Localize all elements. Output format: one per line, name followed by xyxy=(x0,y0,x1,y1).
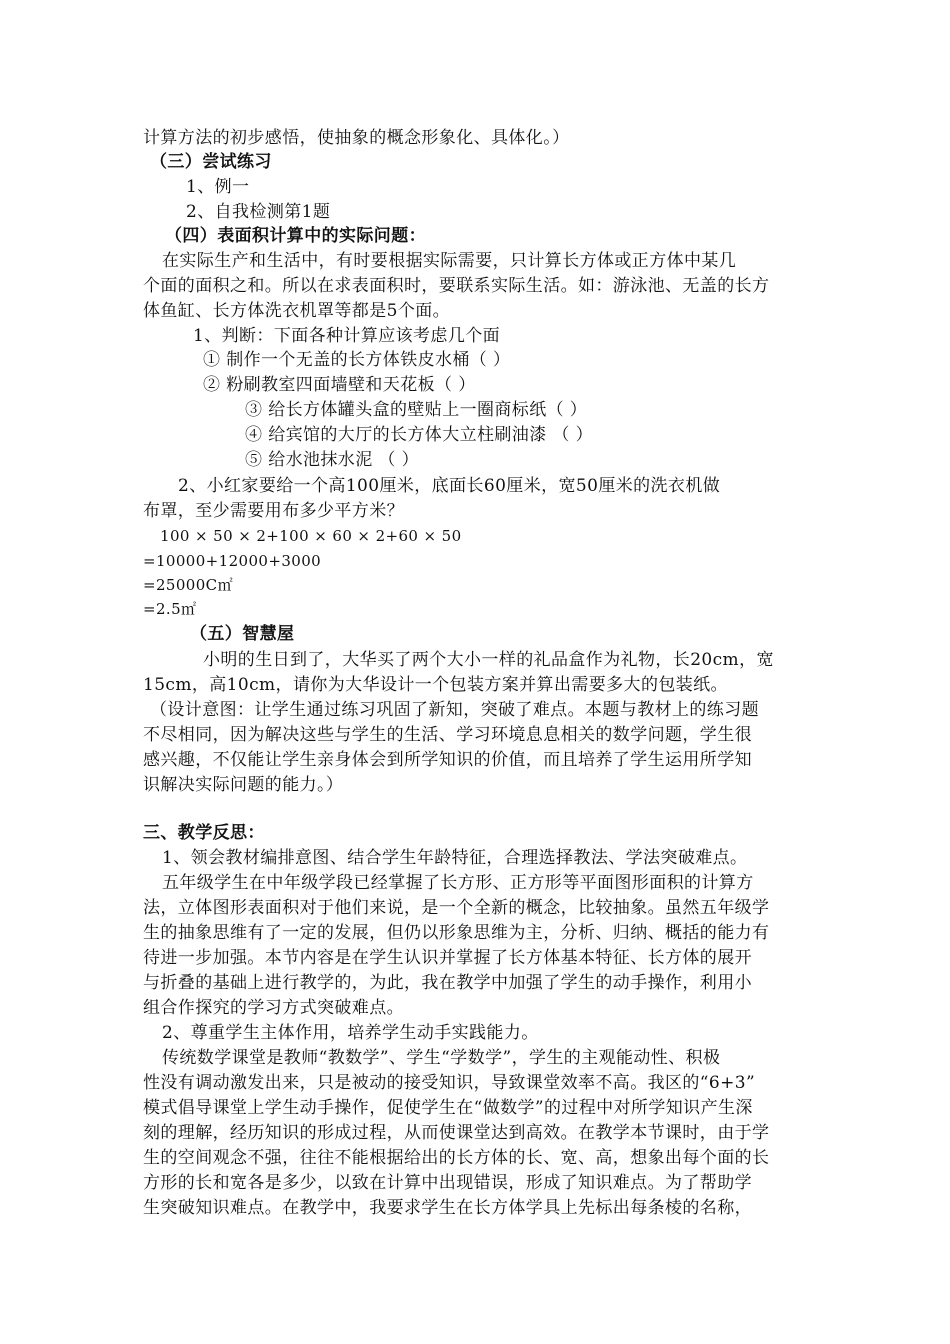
formula-line: =2.5㎡ xyxy=(143,600,197,618)
section-heading-4: （四）表面积计算中的实际问题： xyxy=(165,226,426,246)
text-line: 组合作探究的学习方式突破难点。 xyxy=(143,998,404,1018)
text-line: 法，立体图形表面积对于他们来说，是一个全新的概念，比较抽象。虽然五年级学 xyxy=(143,898,770,918)
text-line: 识解决实际问题的能力。） xyxy=(143,775,344,795)
text-line: 生突破知识难点。在教学中，我要求学生在长方体学具上先标出每条棱的名称， xyxy=(143,1198,752,1218)
judgement-item: ⑤ 给水池抹水泥 （ ） xyxy=(245,450,420,470)
question-line: 2、小红家要给一个高100厘米，底面长60厘米，宽50厘米的洗衣机做 xyxy=(178,476,721,496)
judgement-item: ④ 给宾馆的大厅的长方体大立柱刷油漆 （ ） xyxy=(245,425,594,445)
text-line: 与折叠的基础上进行教学的，为此，我在教学中加强了学生的动手操作，利用小 xyxy=(143,973,752,993)
text-line: 待进一步加强。本节内容是在学生认识并掌握了长方体基本特征、长方体的展开 xyxy=(143,948,752,968)
section-heading-3: （三）尝试练习 xyxy=(150,152,272,172)
text-line: 计算方法的初步感悟，使抽象的概念形象化、具体化。） xyxy=(143,128,570,148)
list-item: 2、自我检测第1题 xyxy=(186,202,331,222)
question-line: 布罩，至少需要用布多少平方米？ xyxy=(143,501,404,521)
text-line: 感兴趣，不仅能让学生亲身体会到所学知识的价值，而且培养了学生运用所学知 xyxy=(143,750,752,770)
text-line: 模式倡导课堂上学生动手操作，促使学生在“做数学”的过程中对所学知识产生深 xyxy=(143,1098,753,1118)
text-line: 生的空间观念不强，往往不能根据给出的长方体的长、宽、高，想象出每个面的长 xyxy=(143,1148,770,1168)
text-line: 15cm，高10cm，请你为大华设计一个包装方案并算出需要多大的包装纸。 xyxy=(143,675,728,695)
list-item: 1、例一 xyxy=(186,177,250,197)
text-line: （设计意图：让学生通过练习巩固了新知，突破了难点。本题与教材上的练习题 xyxy=(150,700,759,720)
text-line: 性没有调动激发出来，只是被动的接受知识，导致课堂效率不高。我区的“6+3” xyxy=(143,1073,756,1093)
text-line: 不尽相同，因为解决这些与学生的生活、学习环境息息相关的数学问题，学生很 xyxy=(143,725,752,745)
formula-line: 100 × 50 × 2+100 × 60 × 2+60 × 50 xyxy=(160,527,462,545)
judgement-item: ③ 给长方体罐头盒的壁贴上一圈商标纸（ ） xyxy=(245,400,588,420)
section-heading-5: （五）智慧屋 xyxy=(190,624,295,644)
formula-line: =25000C㎡ xyxy=(143,576,233,594)
text-line: 刻的理解，经历知识的形成过程，从而使课堂达到高效。在教学本节课时，由于学 xyxy=(143,1123,770,1143)
judgement-item: ② 粉刷教室四面墙壁和天花板（ ） xyxy=(203,375,476,395)
text-line: 2、尊重学生主体作用，培养学生动手实践能力。 xyxy=(162,1023,539,1043)
text-line: 传统数学课堂是教师“教数学”、学生“学数学”，学生的主观能动性、积极 xyxy=(162,1048,721,1068)
text-line: 1、领会教材编排意图、结合学生年龄特征，合理选择教法、学法突破难点。 xyxy=(162,848,748,868)
formula-line: =10000+12000+3000 xyxy=(143,552,322,570)
text-line: 方形的长和宽各是多少，以致在计算中出现错误，形成了知识难点。为了帮助学 xyxy=(143,1173,752,1193)
text-line: 个面的面积之和。所以在求表面积时，要联系实际生活。如：游泳池、无盖的长方 xyxy=(143,276,770,296)
section-heading-reflection: 三、教学反思： xyxy=(143,823,265,843)
judgement-item: ① 制作一个无盖的长方体铁皮水桶（ ） xyxy=(203,350,511,370)
text-line: 体鱼缸、长方体洗衣机罩等都是5个面。 xyxy=(143,301,451,321)
text-line: 小明的生日到了，大华买了两个大小一样的礼品盒作为礼物，长20cm，宽 xyxy=(203,650,774,670)
question-line: 1、判断：下面各种计算应该考虑几个面 xyxy=(193,326,501,346)
text-line: 在实际生产和生活中，有时要根据实际需要，只计算长方体或正方体中某几 xyxy=(162,251,737,271)
text-line: 生的抽象思维有了一定的发展，但仍以形象思维为主，分析、归纳、概括的能力有 xyxy=(143,923,770,943)
text-line: 五年级学生在中年级学段已经掌握了长方形、正方形等平面图形面积的计算方 xyxy=(162,873,754,893)
